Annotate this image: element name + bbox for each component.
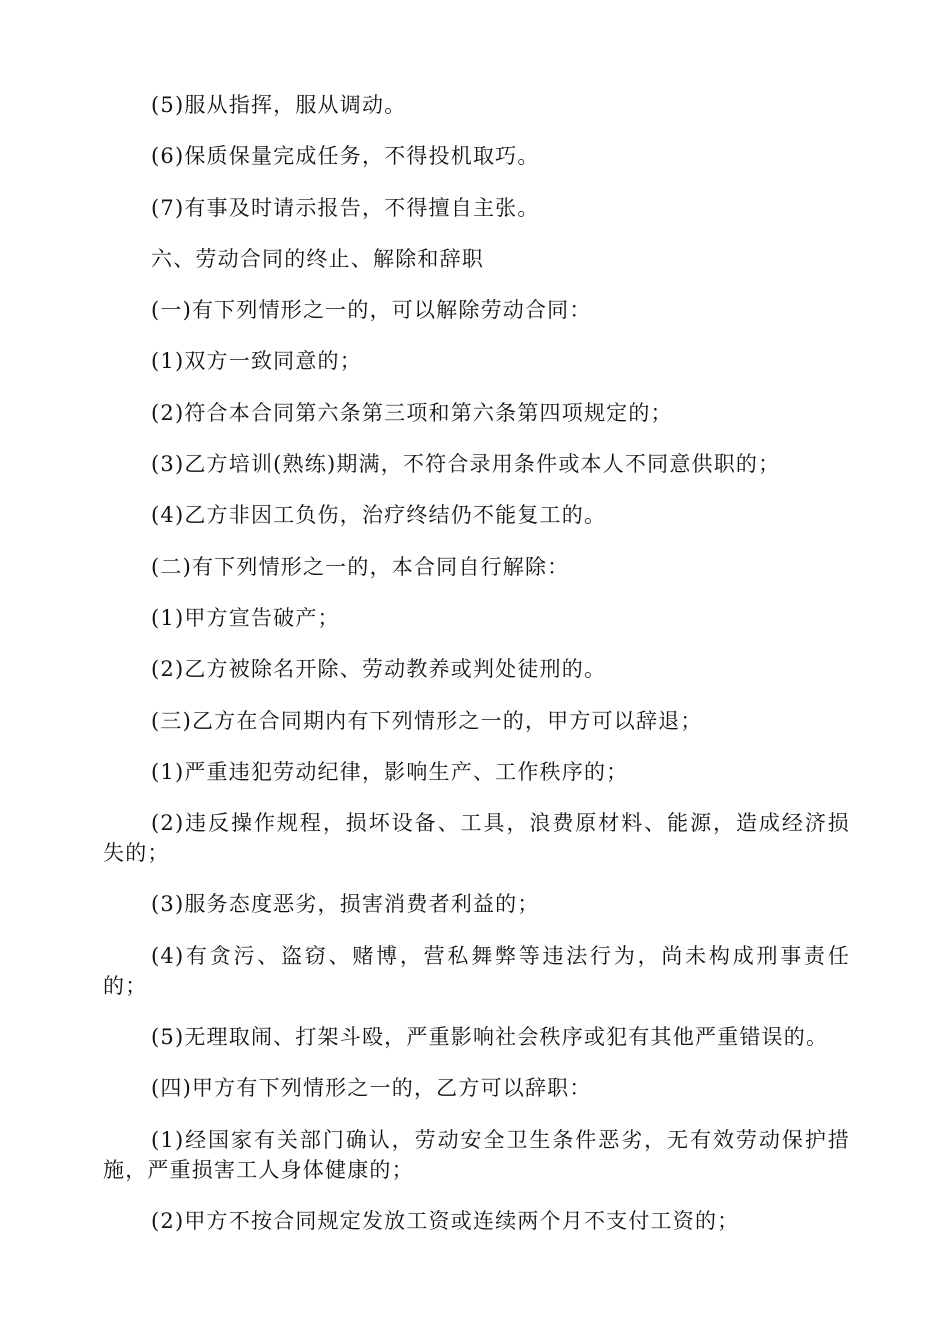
- paragraph-16: (3)服务态度恶劣，损害消费者利益的；: [151, 892, 540, 917]
- paragraph-13: (三)乙方在合同期内有下列情形之一的，甲方可以辞退；: [151, 708, 703, 733]
- paragraph-10: (二)有下列情形之一的，本合同自行解除：: [151, 554, 570, 579]
- paragraph-18: (5)无理取闹、打架斗殴，严重影响社会秩序或犯有其他严重错误的。: [151, 1025, 829, 1050]
- paragraph-3: (7)有事及时请示报告，不得擅自主张。: [151, 195, 540, 220]
- paragraph-7: (2)符合本合同第六条第三项和第六条第四项规定的；: [151, 400, 673, 425]
- paragraph-12: (2)乙方被除名开除、劳动教养或判处徒刑的。: [151, 657, 607, 682]
- paragraph-6: (1)双方一致同意的；: [151, 349, 362, 374]
- paragraph-19: (四)甲方有下列情形之一的，乙方可以辞职：: [151, 1076, 592, 1101]
- paragraph-5: (一)有下列情形之一的，可以解除劳动合同：: [151, 298, 592, 323]
- paragraph-21: (2)甲方不按合同规定发放工资或连续两个月不支付工资的；: [151, 1208, 740, 1233]
- paragraph-9: (4)乙方非因工负伤，治疗终结仍不能复工的。: [151, 503, 607, 528]
- paragraph-14: (1)严重违犯劳动纪律，影响生产、工作秩序的；: [151, 759, 629, 784]
- paragraph-11: (1)甲方宣告破产；: [151, 605, 340, 630]
- section-heading: 六、劳动合同的终止、解除和辞职: [151, 246, 484, 271]
- paragraph-1: (5)服从指挥，服从调动。: [151, 93, 407, 117]
- document-body: [103, 90, 850, 1257]
- paragraph-8: (3)乙方培训(熟练)期满，不符合录用条件或本人不同意供职的；: [151, 452, 781, 477]
- paragraph-17: (4)有贪污、盗窃、赌博，营私舞弊等违法行为，尚未构成刑事责任的；: [103, 943, 850, 998]
- paragraph-2: (6)保质保量完成任务，不得投机取巧。: [151, 144, 540, 169]
- paragraph-20: (1)经国家有关部门确认，劳动安全卫生条件恶劣，无有效劳动保护措施，严重损害工人身体健康的；: [103, 1127, 850, 1182]
- paragraph-15: (2)违反操作规程，损坏设备、工具，浪费原材料、能源，造成经济损失的；: [103, 811, 850, 866]
